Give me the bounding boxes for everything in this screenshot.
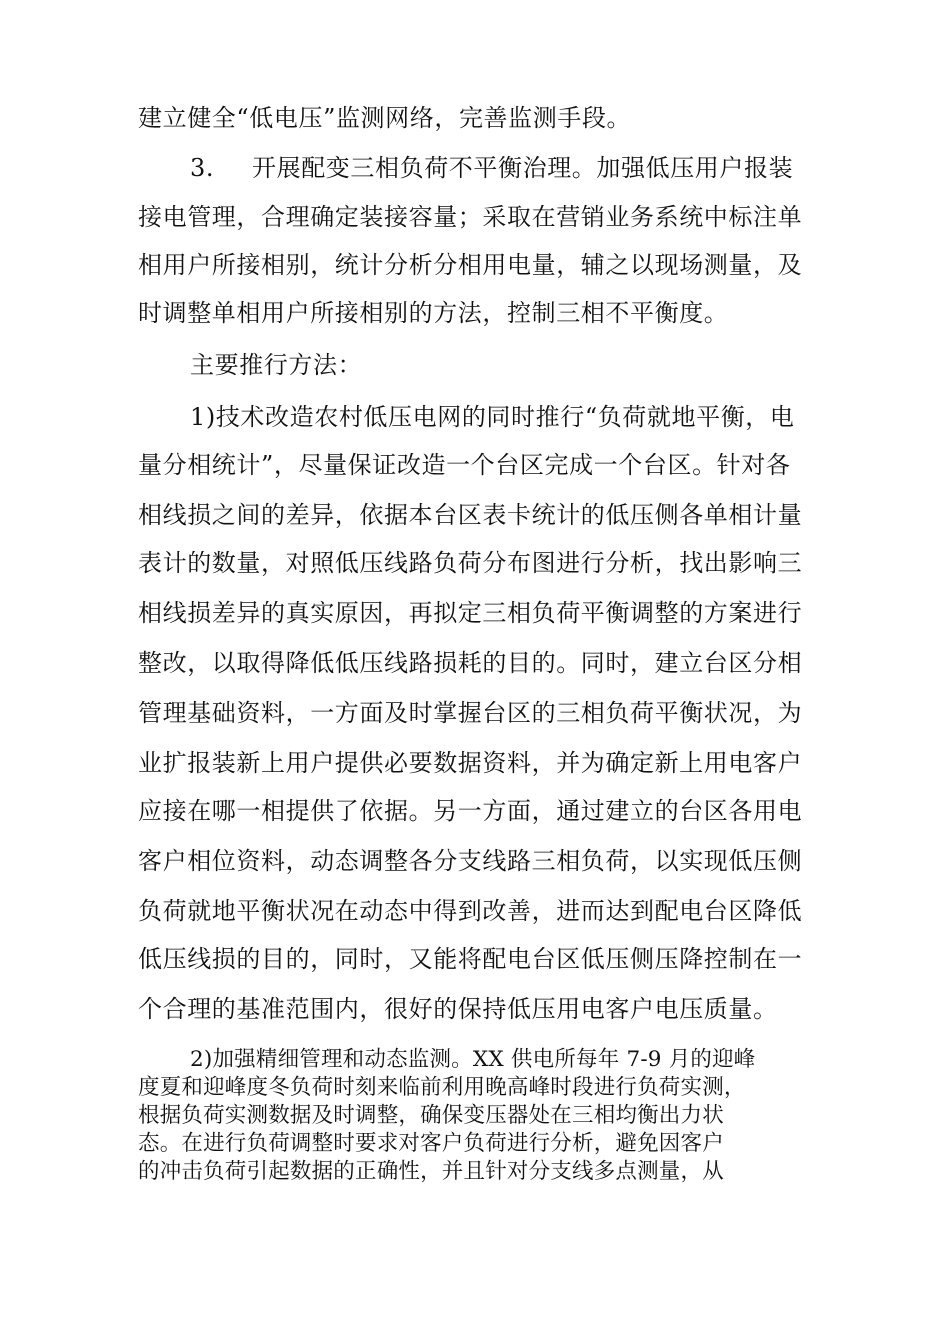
text-line: 2)加强精细管理和动态监测。XX 供电所每年 7-9 月的迎峰 bbox=[190, 1047, 756, 1072]
text-line: 相用户所接相别，统计分析分相用电量，辅之以现场测量，及 bbox=[138, 251, 803, 279]
text-line: 1)技术改造农村低压电网的同时推行“负荷就地平衡，电 bbox=[190, 403, 795, 431]
text-line: 管理基础资料，一方面及时掌握台区的三相负荷平衡状况，为 bbox=[138, 699, 803, 727]
text-line: 负荷就地平衡状况在动态中得到改善，进而达到配电台区降低 bbox=[138, 897, 803, 925]
text-line: 整改，以取得降低低压线路损耗的目的。同时，建立台区分相 bbox=[138, 649, 803, 677]
text-line: 客户相位资料，动态调整各分支线路三相负荷，以实现低压侧 bbox=[138, 847, 803, 875]
numbered-heading bbox=[190, 153, 793, 183]
text-line: 应接在哪一相提供了依据。另一方面，通过建立的台区各用电 bbox=[138, 797, 803, 825]
text-line: 接电管理，合理确定装接容量；采取在营销业务系统中标注单 bbox=[138, 203, 803, 231]
heading-text: 开展配变三相负荷不平衡治理。加强低压用户报装 bbox=[252, 154, 794, 182]
text-line: 度夏和迎峰度冬负荷时刻来临前利用晚高峰时段进行负荷实测， bbox=[138, 1075, 746, 1100]
item-number: 3. bbox=[190, 154, 215, 182]
text-line: 态。在进行负荷调整时要求对客户负荷进行分析，避免因客户 bbox=[138, 1131, 724, 1156]
text-line: 时调整单相用户所接相别的方法，控制三相不平衡度。 bbox=[138, 299, 729, 327]
text-line: 相线损之间的差异，依据本台区表卡统计的低压侧各单相计量 bbox=[138, 501, 803, 529]
text-line: 量分相统计”，尽量保证改造一个台区完成一个台区。针对各 bbox=[138, 451, 791, 479]
text-line: 业扩报装新上用户提供必要数据资料，并为确定新上用电客户 bbox=[138, 749, 803, 777]
text-line: 低压线损的目的，同时，又能将配电台区低压侧压降控制在一 bbox=[138, 945, 803, 973]
text-line: 相线损差异的真实原因，再拟定三相负荷平衡调整的方案进行 bbox=[138, 599, 803, 627]
text-line: 建立健全“低电压”监测网络，完善监测手段。 bbox=[138, 104, 632, 132]
text-line: 的冲击负荷引起数据的正确性，并且针对分支线多点测量，从 bbox=[138, 1159, 724, 1184]
text-line: 个合理的基准范围内，很好的保持低压用电客户电压质量。 bbox=[138, 995, 778, 1023]
text-line: 表计的数量，对照低压线路负荷分布图进行分析，找出影响三 bbox=[138, 549, 803, 577]
text-line: 根据负荷实测数据及时调整，确保变压器处在三相均衡出力状 bbox=[138, 1103, 724, 1128]
section-label: 主要推行方法： bbox=[190, 351, 363, 379]
